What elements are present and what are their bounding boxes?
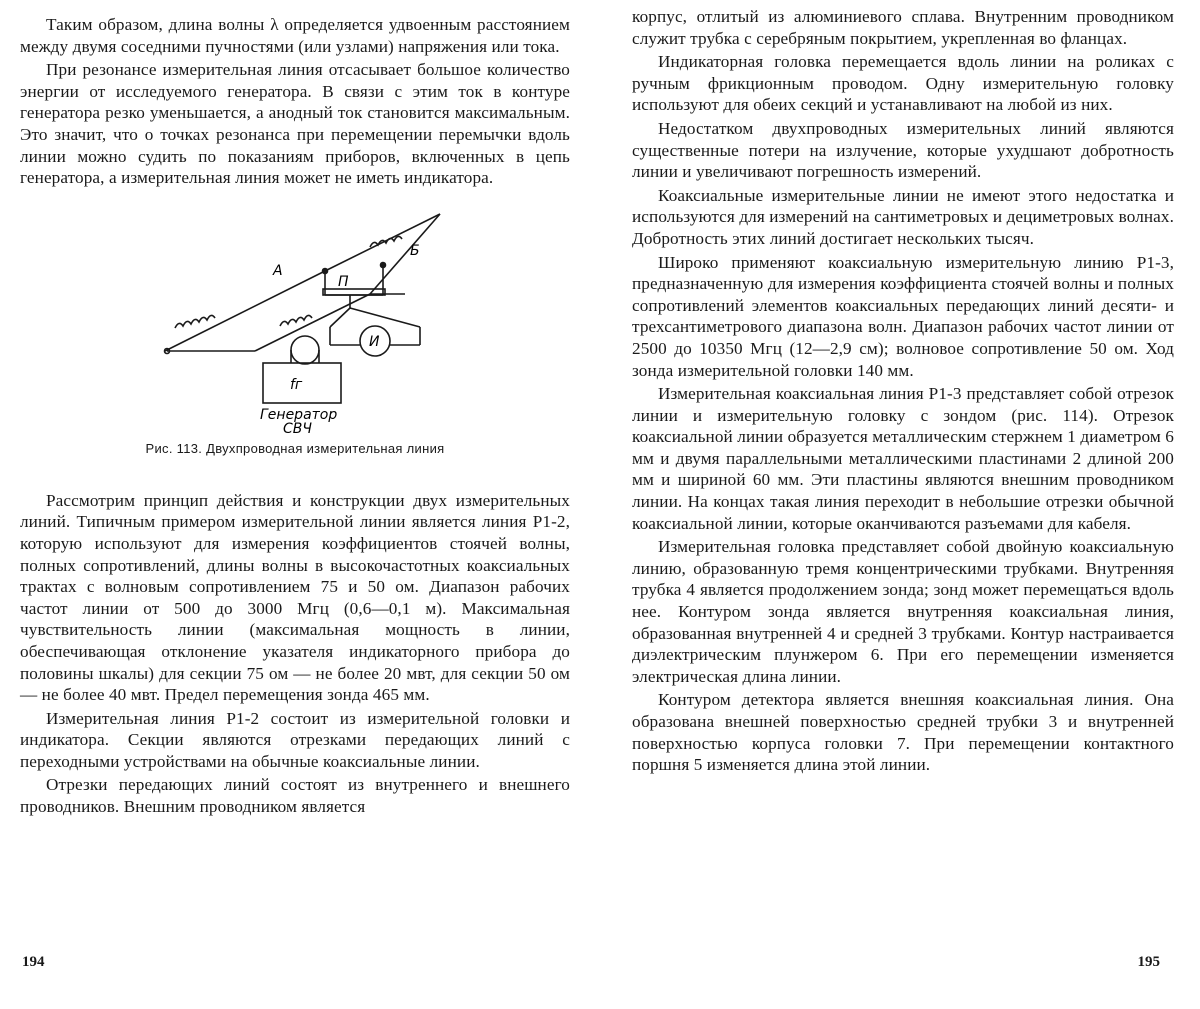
right-paragraph-4: Коаксиальные измерительные линии не имеют этого недостатка и используются для измерений на сантиметровых и дециметровых волнах. Добротность этих линий достигает нескольких тысяч. [632,185,1174,248]
right-paragraph-7: Измерительная головка представляет собой двойную коаксиальную линию, образованную тремя концентрическими трубками. Внутренняя трубка 4 является продолжением зонда; зонд может перемещаться вдоль нее. Контуром зонда является внутренняя коаксиальная линия, образованная внутренней 4 и средней 3 трубками. Контур настраивается диэлектрическим плунжером 6. При его перемещении изменяется электрическая длина линии. [632,537,1174,686]
page-number-right: 195 [1137,954,1160,970]
label-generator-symbol: fг [290,376,303,393]
left-paragraph-2: При резонансе измерительная линия отсасывает большое количество энергии от исследуемого генератора. В связи с этим ток в контуре генератора резко уменьшается, а анодный ток становится максимальным. Это значит, что о точках резонанса при перемещении перемычки вдоль линии можно судить по показаниям приборов, включенных в цепь генератора, а измерительная линия может не иметь индикатора. [20,60,570,188]
two-wire-line-diagram [145,203,445,433]
right-paragraph-3: Недостатком двухпроводных измерительных линий являются существенные потери на излучение, которые ухудшают добротность линии и увеличивают погрешность измерений. [632,118,1174,182]
left-paragraph-4: Измерительная линия Р1-2 состоит из измерительной головки и индикатора. Секции являются отрезками передающих линий с переходными устройствами на обычные коаксиальные линии. [20,708,570,771]
page-number-left: 194 [22,954,45,970]
figure-caption: Рис. 113. Двухпроводная измерительная линия [145,440,445,456]
label-point-b: Б [410,242,420,259]
left-paragraph-5: Отрезки передающих линий состоят из внутреннего и внешнего проводников. Внешним проводником является [20,775,570,817]
label-indicator: И [369,333,380,350]
right-paragraph-5: Широко применяют коаксиальную измерительную линию Р1-3, предназначенную для измерения коэффициента стоячей волны и полных сопротивлений элементов коаксиальных передающих линий десяти- и трехсантиметрового диапазона волн. Диапазон рабочих частот линии от 2500 до 10350 Мгц (12—2,9 см); волновое сопротивление 50 ом. Ход зонда измерительной головки 140 мм. [632,252,1174,380]
left-paragraph-3: Рассмотрим принцип действия и конструкции двух измерительных линий. Типичным примером измерительной линии является линия Р1-2, которую используют для измерения коэффициентов стоячей волны, полных сопротивлений, длины волны в высокочастотных коаксиальных трактах с волновым сопротивлением 75 и 50 ом. Диапазон рабочих частот линии от 500 до 3000 Мгц (0,6—0,1 м). Максимальная чувствительность линии (максимальная мощность в линии, обеспечивающая отклонение указателя индикаторного прибора до половины шкалы) для секции 75 ом — не более 20 мвт, для секции 50 ом — не более 40 мвт. Предел перемещения зонда 465 мм. [20,490,570,705]
label-line-a: А [273,262,283,279]
right-paragraph-2: Индикаторная головка перемещается вдоль линии на роликах с ручным фрикционным проводом. Одну измерительную головку используют для обеих секций и устанавливают на любой из них. [632,52,1174,115]
right-paragraph-1: корпус, отлитый из алюминиевого сплава. Внутренним проводником служит трубка с серебряным покрытием, укрепленная во фланцах. [632,7,1174,48]
right-paragraph-6: Измерительная коаксиальная линия Р1-3 представляет собой отрезок линии и измерительную головку с зондом (рис. 114). Отрезок коаксиальной линии образуется металлическим стержнем 1 диаметром 6 мм и двумя параллельными металлическими пластинами 2 длиной 200 мм и шириной 60 мм. Эти пластины являются внешним проводником линии. На концах такая линия переходит в небольшие отрезки обычной коаксиальной линии, которые оканчиваются разъемами для кабеля. [632,384,1174,533]
figure-two-wire-measuring-line [20,203,570,456]
right-page [600,0,1200,1009]
label-jumper: П [338,273,349,290]
label-generator-line2: СВЧ [283,420,312,433]
label-generator-line1: Генератор [260,406,338,423]
right-paragraph-8: Контуром детектора является внешняя коаксиальная линия. Она образована внешней поверхностью средней трубки 3 и внутренней поверхностью корпуса головки 7. При перемещении контактного поршня 5 изменяется длина этой линии. [632,690,1174,775]
left-paragraph-1: Таким образом, длина волны λ определяется удвоенным расстоянием между двумя соседними пучностями (или узлами) напряжения или тока. [20,15,570,56]
left-body [20,490,570,818]
